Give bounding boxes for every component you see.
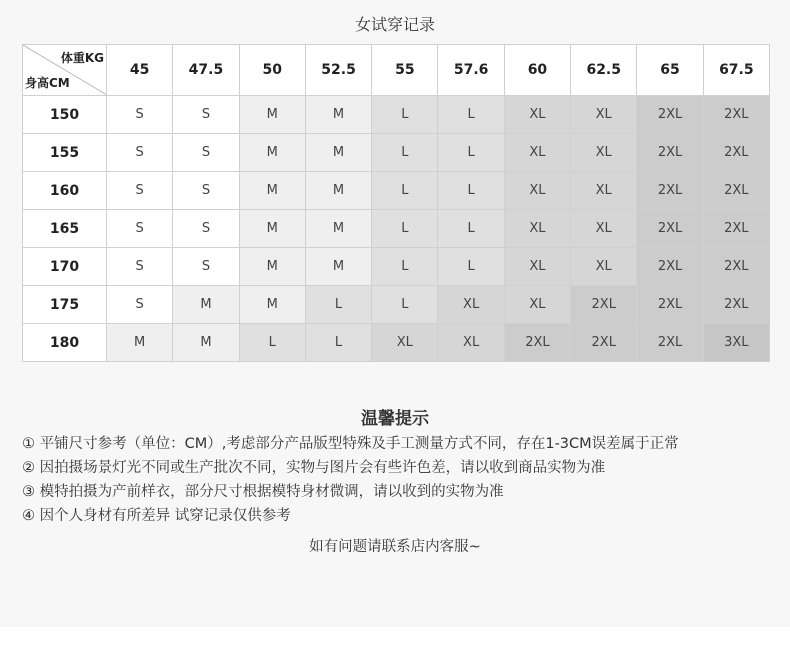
weight-header: 60: [504, 45, 570, 96]
size-cell: M: [239, 96, 305, 134]
size-cell: L: [372, 172, 438, 210]
size-cell: M: [173, 324, 239, 362]
tips-list: [22, 432, 790, 528]
size-cell: S: [173, 134, 239, 172]
tip-item: ② 因拍摄场景灯光不同或生产批次不同，实物与图片会有些许色差，请以收到商品实物为准: [22, 460, 606, 476]
size-cell: M: [305, 210, 371, 248]
size-cell: XL: [504, 248, 570, 286]
size-cell: XL: [504, 286, 570, 324]
size-cell: S: [107, 248, 173, 286]
size-cell: 2XL: [637, 96, 703, 134]
size-cell: M: [305, 172, 371, 210]
tip-item: ① 平铺尺寸参考（单位：CM）,考虑部分产品版型特殊及手工测量方式不同，存在1-3CM误差属于正常: [22, 436, 679, 452]
tip-item: ④ 因个人身材有所差异 试穿记录仅供参考: [22, 508, 291, 524]
size-cell: L: [305, 286, 371, 324]
size-cell: L: [239, 324, 305, 362]
weight-header: 45: [107, 45, 173, 96]
size-cell: 3XL: [703, 324, 769, 362]
size-cell: L: [372, 210, 438, 248]
size-cell: 2XL: [703, 286, 769, 324]
table-row: [23, 134, 770, 172]
size-cell: L: [372, 134, 438, 172]
size-cell: L: [372, 96, 438, 134]
size-cell: S: [107, 172, 173, 210]
table-row: [23, 210, 770, 248]
size-cell: XL: [571, 172, 637, 210]
size-cell: 2XL: [703, 96, 769, 134]
size-cell: L: [372, 248, 438, 286]
size-cell: S: [107, 210, 173, 248]
contact-note: 如有问题请联系店内客服~: [309, 539, 481, 555]
weight-header-row: [23, 45, 770, 96]
size-cell: XL: [504, 134, 570, 172]
size-cell: M: [107, 324, 173, 362]
size-cell: M: [239, 172, 305, 210]
size-cell: 2XL: [571, 324, 637, 362]
size-cell: XL: [372, 324, 438, 362]
size-cell: S: [173, 96, 239, 134]
size-cell: L: [438, 172, 504, 210]
weight-header: 47.5: [173, 45, 239, 96]
size-cell: 2XL: [504, 324, 570, 362]
size-cell: 2XL: [637, 248, 703, 286]
size-cell: M: [239, 286, 305, 324]
size-cell: XL: [571, 248, 637, 286]
size-cell: S: [173, 172, 239, 210]
size-cell: L: [438, 96, 504, 134]
size-cell: M: [305, 248, 371, 286]
size-cell: L: [372, 286, 438, 324]
size-cell: L: [438, 134, 504, 172]
size-cell: 2XL: [637, 172, 703, 210]
table-row: [23, 324, 770, 362]
size-cell: M: [305, 96, 371, 134]
weight-axis-label: 体重KG: [60, 51, 104, 65]
weight-header: 50: [239, 45, 305, 96]
table-row: [23, 248, 770, 286]
size-cell: S: [107, 96, 173, 134]
size-table-body: [23, 96, 770, 362]
height-cell: 150: [23, 96, 107, 134]
size-cell: S: [173, 210, 239, 248]
table-row: [23, 286, 770, 324]
size-cell: XL: [438, 324, 504, 362]
size-cell: 2XL: [637, 286, 703, 324]
size-cell: XL: [571, 210, 637, 248]
height-cell: 165: [23, 210, 107, 248]
size-cell: L: [305, 324, 371, 362]
size-cell: 2XL: [571, 286, 637, 324]
size-cell: S: [107, 286, 173, 324]
size-cell: 2XL: [637, 134, 703, 172]
weight-header: 65: [637, 45, 703, 96]
table-row: [23, 96, 770, 134]
size-table: [22, 44, 770, 362]
size-cell: S: [107, 134, 173, 172]
table-corner: [23, 45, 107, 96]
size-cell: L: [438, 248, 504, 286]
size-cell: M: [239, 134, 305, 172]
size-cell: XL: [504, 210, 570, 248]
size-cell: 2XL: [703, 210, 769, 248]
height-cell: 170: [23, 248, 107, 286]
size-cell: M: [173, 286, 239, 324]
size-cell: 2XL: [703, 248, 769, 286]
weight-header: 55: [372, 45, 438, 96]
size-cell: XL: [571, 134, 637, 172]
size-cell: L: [438, 210, 504, 248]
size-cell: XL: [438, 286, 504, 324]
weight-header: 57.6: [438, 45, 504, 96]
page-title: 女试穿记录: [354, 15, 435, 34]
size-cell: 2XL: [703, 134, 769, 172]
size-cell: 2XL: [637, 324, 703, 362]
height-cell: 180: [23, 324, 107, 362]
size-cell: S: [173, 248, 239, 286]
tip-item: ③ 模特拍摄为产前样衣，部分尺寸根据模特身材微调，请以收到的实物为准: [22, 484, 504, 500]
size-cell: M: [239, 210, 305, 248]
size-cell: XL: [571, 96, 637, 134]
size-cell: M: [239, 248, 305, 286]
table-row: [23, 172, 770, 210]
size-cell: 2XL: [703, 172, 769, 210]
tips-title: 温馨提示: [361, 409, 429, 429]
size-cell: 2XL: [637, 210, 703, 248]
weight-header: 62.5: [571, 45, 637, 96]
size-cell: XL: [504, 96, 570, 134]
height-axis-label: 身高CM: [25, 76, 70, 90]
height-cell: 155: [23, 134, 107, 172]
height-cell: 160: [23, 172, 107, 210]
height-cell: 175: [23, 286, 107, 324]
weight-header: 52.5: [305, 45, 371, 96]
size-cell: XL: [504, 172, 570, 210]
weight-header: 67.5: [703, 45, 769, 96]
size-cell: M: [305, 134, 371, 172]
